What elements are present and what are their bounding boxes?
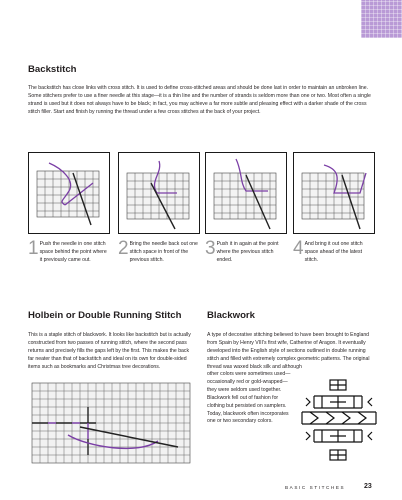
step-4-number: 4 [293, 238, 304, 259]
backstitch-heading: Backstitch [28, 64, 77, 75]
step-1-number: 1 [28, 238, 39, 259]
step-1-illustration [28, 152, 110, 234]
step-3-illustration [205, 152, 287, 234]
blackwork-paragraph-narrow: other colors were sometimes used—occasionally red or gold-wrapped—they were seldom used together. Blackwork fell out of fashion for clothing but persisted on samplers. Today, blackwork often incorporates one or two secondary colors. [207, 371, 291, 425]
step-3-number: 3 [205, 238, 216, 259]
step-2-number: 2 [118, 238, 129, 259]
holbein-paragraph: This is a staple stitch of blackwork. It looks like backstitch but is actually constructed from two passes of running stitch, where the second pass returns and precisely fills the gaps left by the first. This makes the back far neater than that of backstitch and ideal on its own for double-sided items such as bookmarks and Christmas tree decorations. [28, 332, 191, 370]
backstitch-paragraph: The backstitch has close links with cross stitch. It is used to define cross-stitched areas and should be done last in order to maintain an unbroken line. Some stitchers prefer to use a finer needle at this stage—it is a thin line and the number of strands is seldom more than one or two. Most often a single strand is used but it does not always have to be black; in fact, you may achieve a far more subtle and pleasing effect with a darker shade of the cross stitch filler. Start and finish by running the thread under a few cross stitches at the back of your project. [28, 85, 371, 115]
step-3-text: Push it in again at the point where the previous stitch ended. [216, 241, 279, 263]
step-2-illustration [118, 152, 200, 234]
step-2-text: Bring the needle back out one stitch space in front of the previous stitch. [129, 241, 198, 263]
footer-section-label: BASIC STITCHES [285, 485, 346, 490]
blackwork-pattern-illustration [300, 378, 378, 466]
blackwork-paragraph-full: A type of decorative stitching believed to have been brought to England from Spain by Henry VIII's first wife, Catherine of Aragon. It eventually developed into the English style of sections outlined in double running stitch and filled with extremely complex geometric patterns. The original thread was waxed black silk and although [207, 332, 370, 370]
color-tab-swatch [361, 0, 402, 38]
step-4-caption [293, 238, 375, 265]
page-number: 23 [364, 483, 372, 490]
step-1-text: Push the needle in one stitch space behind the point where it previously came out. [39, 241, 107, 263]
step-4-illustration [293, 152, 375, 234]
step-3-caption [205, 238, 287, 265]
blackwork-heading: Blackwork [207, 310, 255, 321]
step-1-caption [28, 238, 110, 265]
holbein-illustration [28, 377, 195, 467]
step-4-text: And bring it out one stitch space ahead of the latest stitch. [304, 241, 363, 263]
holbein-heading: Holbein or Double Running Stitch [28, 310, 182, 321]
step-2-caption [118, 238, 200, 265]
